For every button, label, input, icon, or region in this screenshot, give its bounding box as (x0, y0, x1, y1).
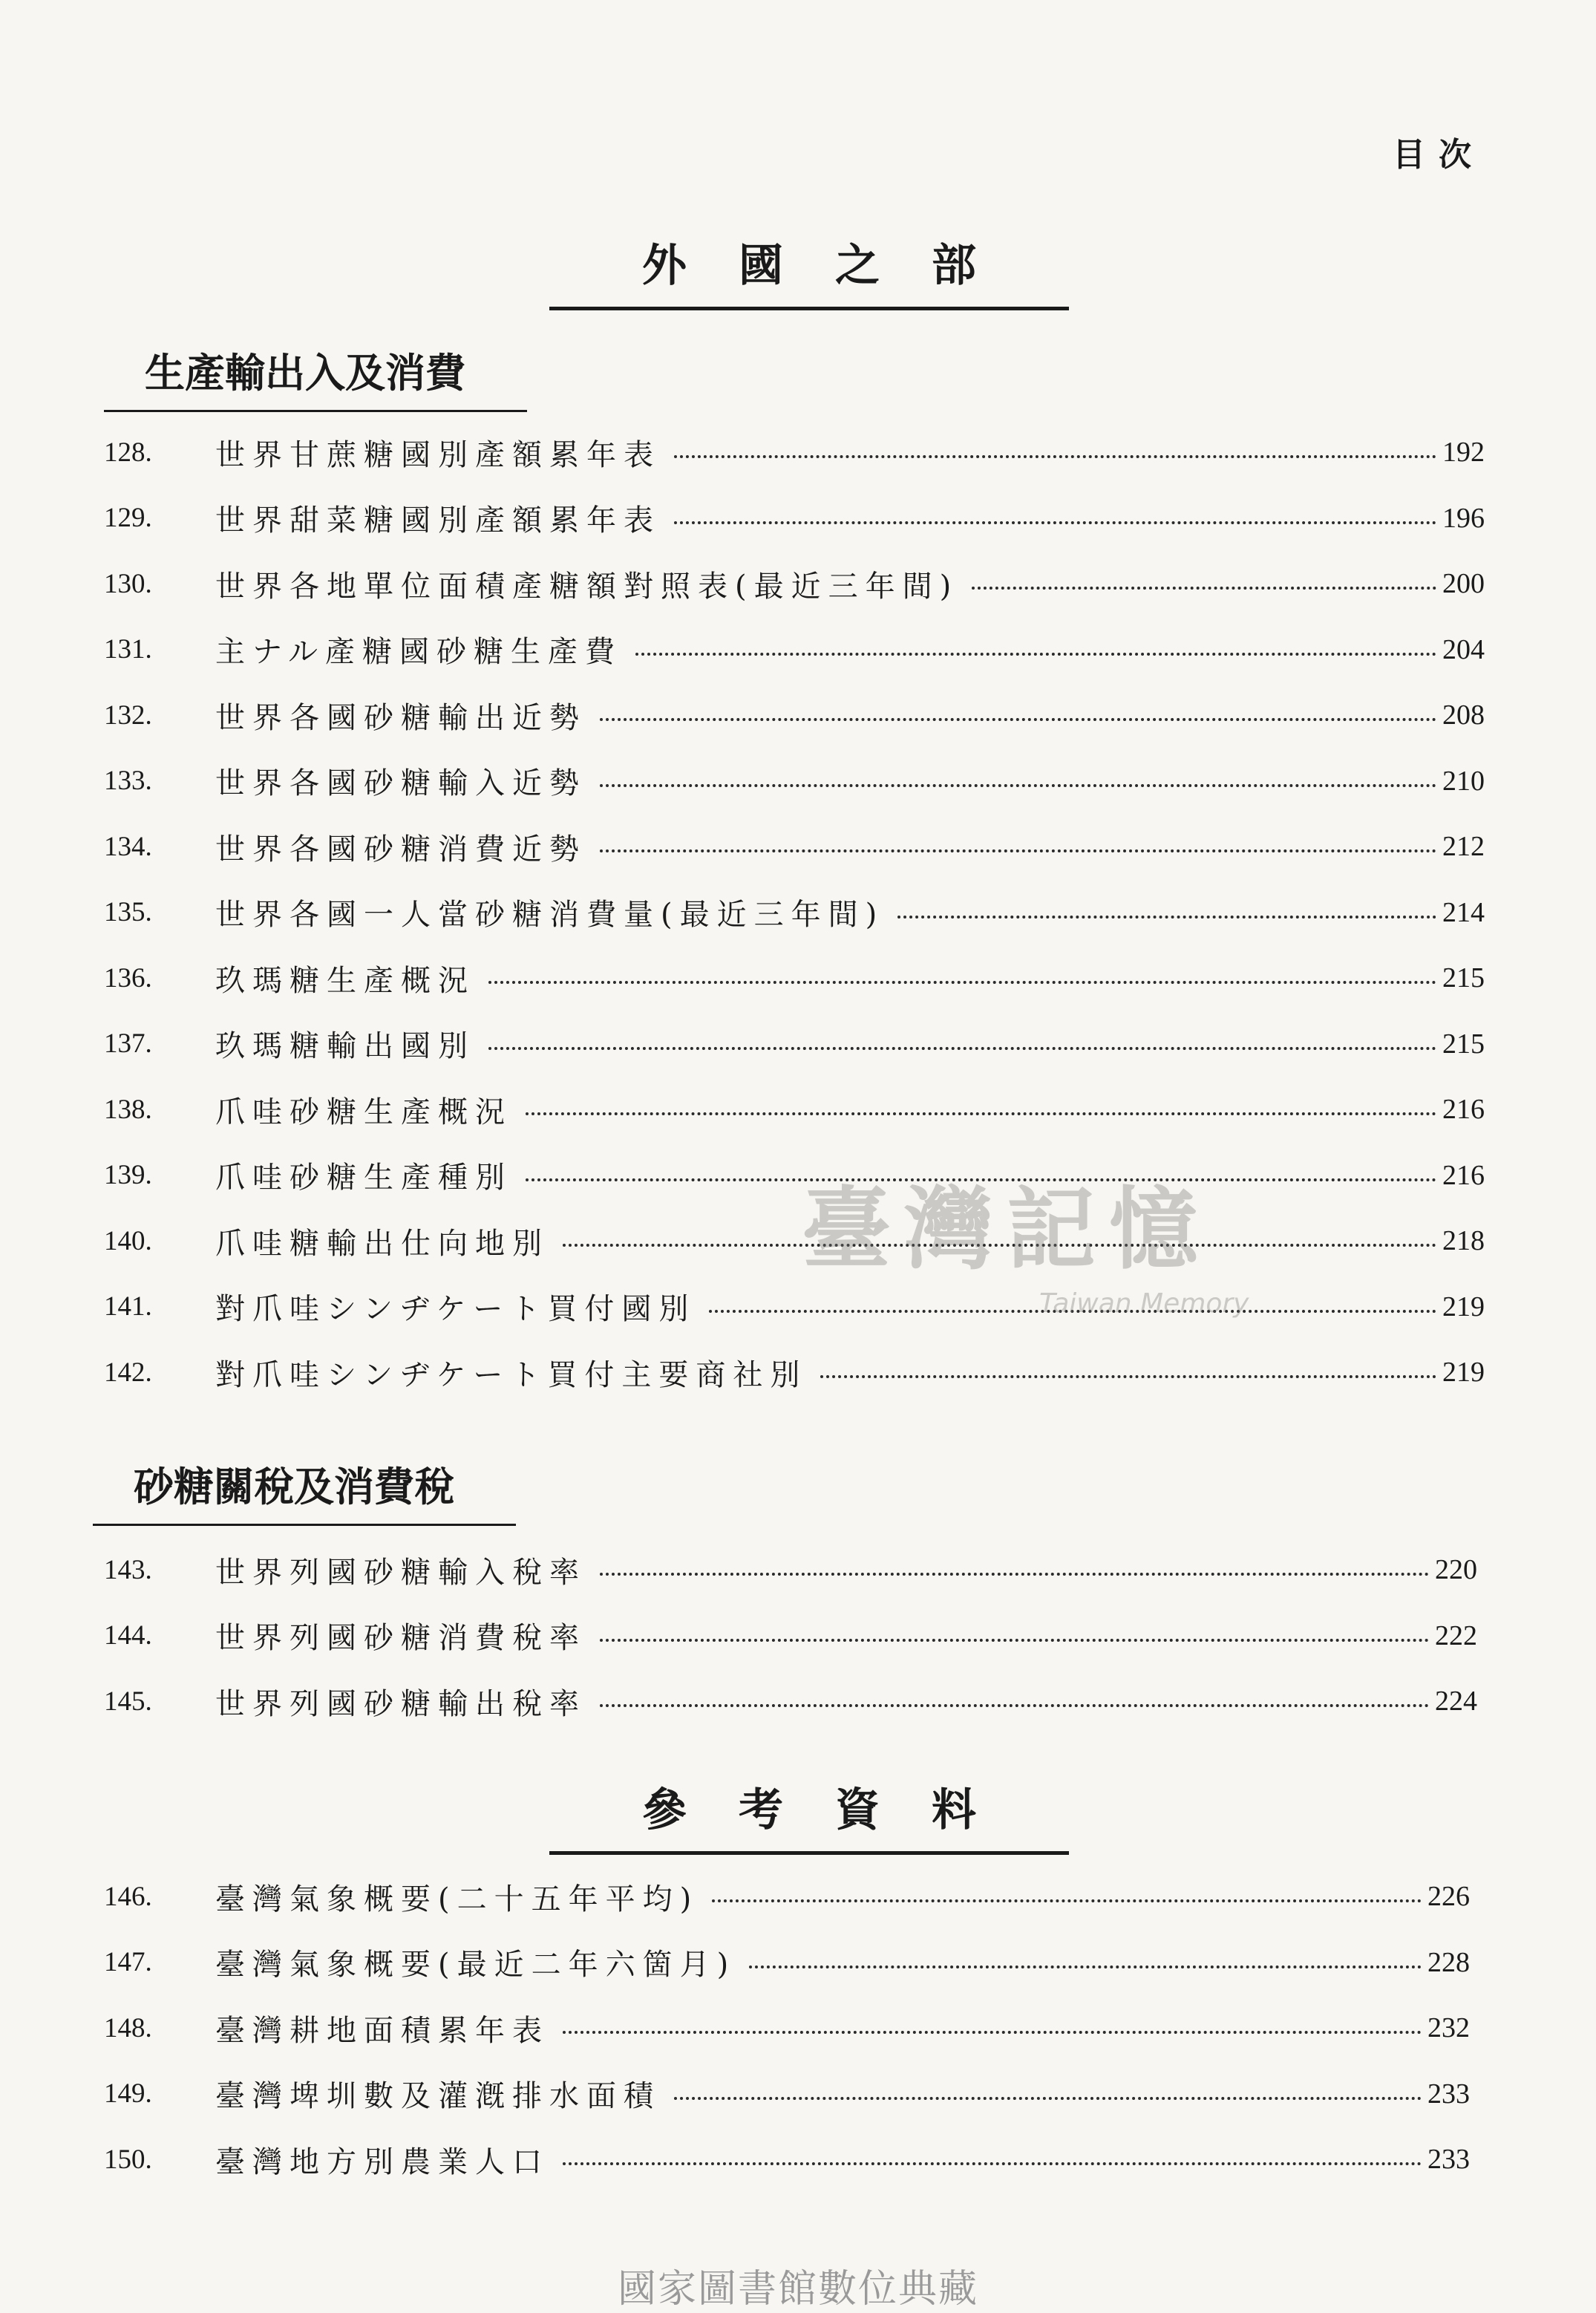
toc-entry-page: 192 (1442, 437, 1485, 469)
footer-archive-mark: 國家圖書館數位典藏 (617, 2267, 978, 2312)
watermark-sub-text: Taiwan Memory (1039, 1288, 1249, 1319)
toc-entry-title: 臺灣氣象概要(最近二年六箇月) (215, 1948, 736, 1983)
toc-entry-number: 140. (104, 1225, 152, 1256)
toc-entry[interactable] (104, 1668, 1477, 1735)
toc-entry-number: 133. (104, 766, 152, 797)
toc-entry-title: 臺灣埤圳數及灌漑排水面積 (215, 2079, 661, 2114)
toc-list-production (104, 420, 1485, 1406)
toc-entry-number: 144. (104, 1620, 152, 1651)
toc-leader-dots (972, 587, 1436, 590)
toc-entry-page: 212 (1442, 831, 1485, 863)
toc-entry-title: 對爪哇シンヂケート買付主要商社別 (215, 1357, 808, 1392)
toc-entry[interactable] (104, 1995, 1470, 2061)
toc-entry[interactable] (104, 2061, 1470, 2127)
toc-entry[interactable] (104, 880, 1485, 946)
toc-entry-title: 世界各國一人當砂糖消費量(最近三年間) (215, 898, 885, 933)
toc-leader-dots (712, 1899, 1422, 1902)
toc-leader-dots (674, 521, 1436, 524)
toc-entry-page: 224 (1435, 1686, 1477, 1717)
toc-entry-page: 210 (1442, 765, 1485, 797)
toc-entry[interactable] (104, 420, 1485, 486)
toc-entry-number: 135. (104, 897, 152, 928)
toc-leader-dots (709, 1310, 1436, 1313)
section-heading-foreign: 外國之部 (549, 230, 1069, 294)
toc-entry-title: 對爪哇シンヂケート買付國別 (215, 1292, 696, 1327)
toc-entry-page: 200 (1442, 568, 1485, 600)
toc-entry-number: 143. (104, 1554, 152, 1585)
running-head: 目次 (1393, 136, 1485, 174)
subsection-heading-production: 生產輸出入及消費 (104, 342, 527, 399)
toc-entry-number: 128. (104, 437, 152, 468)
toc-entry-page: 204 (1442, 633, 1485, 665)
toc-entry-number: 147. (104, 1947, 152, 1978)
toc-leader-dots (488, 1047, 1436, 1050)
toc-entry[interactable] (104, 1274, 1485, 1340)
toc-entry-page: 228 (1427, 1946, 1470, 1978)
toc-entry-title: 臺灣地方別農業人口 (215, 2144, 549, 2179)
watermark-main-text: 臺灣記憶 (802, 1177, 1211, 1282)
toc-entry-number: 130. (104, 568, 152, 599)
toc-entry-number: 139. (104, 1160, 152, 1191)
toc-entry-page: 226 (1427, 1881, 1470, 1913)
toc-entry-page: 196 (1442, 502, 1485, 534)
toc-entry-number: 137. (104, 1028, 152, 1060)
toc-leader-dots (488, 981, 1436, 984)
toc-entry-title: 世界各國砂糖輸出近勢 (215, 700, 586, 735)
toc-entry-number: 145. (104, 1686, 152, 1717)
toc-leader-dots (820, 1375, 1436, 1378)
toc-entry-number: 131. (104, 634, 152, 665)
toc-entry[interactable] (104, 1340, 1485, 1406)
toc-leader-dots (600, 1639, 1429, 1642)
toc-entry-title: 爪哇糖輸出仕向地別 (215, 1226, 549, 1261)
toc-entry-title: 世界各國砂糖消費近勢 (215, 832, 586, 867)
toc-leader-dots (897, 916, 1436, 919)
toc-leader-dots (563, 2031, 1422, 2034)
toc-entry[interactable] (104, 1143, 1485, 1209)
toc-entry-page: 216 (1442, 1159, 1485, 1191)
toc-entry-title: 世界列國砂糖輸入稅率 (215, 1555, 586, 1590)
toc-entry[interactable] (104, 748, 1485, 815)
toc-entry-page: 232 (1427, 2012, 1470, 2044)
toc-entry-number: 142. (104, 1357, 152, 1388)
subsection-heading-tariff: 砂糖關稅及消費稅 (93, 1455, 516, 1513)
toc-leader-dots (563, 1244, 1436, 1247)
toc-entry-number: 134. (104, 831, 152, 862)
toc-entry-title: 世界列國砂糖消費稅率 (215, 1621, 586, 1656)
toc-entry-title: 主ナル產糖國砂糖生產費 (215, 635, 622, 670)
toc-leader-dots (600, 849, 1436, 852)
toc-leader-dots (674, 2097, 1422, 2100)
toc-entry-number: 141. (104, 1291, 152, 1322)
toc-entry-title: 世界甜菜糖國別產額累年表 (215, 503, 661, 538)
toc-leader-dots (563, 2162, 1422, 2165)
toc-leader-dots (749, 1965, 1422, 1968)
toc-entry-page: 216 (1442, 1094, 1485, 1126)
toc-entry[interactable] (104, 2127, 1470, 2193)
toc-list-reference (104, 1864, 1470, 2193)
toc-entry[interactable] (104, 1930, 1470, 1996)
toc-entry-title: 爪哇砂糖生產概況 (215, 1094, 512, 1129)
toc-entry[interactable] (104, 551, 1485, 617)
toc-entry-page: 215 (1442, 962, 1485, 994)
toc-entry-title: 爪哇砂糖生產種別 (215, 1161, 512, 1195)
toc-entry-number: 136. (104, 962, 152, 994)
toc-entry[interactable] (104, 814, 1485, 880)
toc-leader-dots (600, 1573, 1429, 1576)
toc-entry-number: 138. (104, 1094, 152, 1125)
toc-entry-number: 150. (104, 2144, 152, 2175)
section-heading-reference: 參考資料 (549, 1775, 1069, 1839)
toc-leader-dots (600, 718, 1436, 721)
toc-entry-page: 215 (1442, 1028, 1485, 1060)
toc-entry[interactable] (104, 1603, 1477, 1669)
toc-entry-number: 129. (104, 503, 152, 534)
toc-entry[interactable] (104, 1011, 1485, 1077)
toc-entry-page: 233 (1427, 2144, 1470, 2176)
toc-entry-page: 214 (1442, 896, 1485, 928)
toc-leader-dots (635, 653, 1436, 656)
toc-entry[interactable] (104, 682, 1485, 748)
toc-entry-title: 臺灣耕地面積累年表 (215, 2013, 549, 2048)
toc-entry-number: 149. (104, 2078, 152, 2110)
toc-entry-page: 222 (1435, 1619, 1477, 1651)
toc-entry[interactable] (104, 1864, 1470, 1930)
toc-entry[interactable] (104, 486, 1485, 552)
toc-leader-dots (600, 784, 1436, 787)
toc-leader-dots (600, 1704, 1429, 1707)
toc-entry-title: 世界甘蔗糖國別產額累年表 (215, 437, 661, 472)
toc-entry[interactable] (104, 1077, 1485, 1143)
toc-entry-title: 玖瑪糖生產概況 (215, 963, 475, 998)
toc-entry-page: 218 (1442, 1225, 1485, 1257)
toc-entry-title: 世界各地單位面積產糖額對照表(最近三年間) (215, 569, 959, 604)
toc-leader-dots (674, 455, 1436, 458)
toc-entry-page: 233 (1427, 2078, 1470, 2110)
toc-entry-page: 219 (1442, 1291, 1485, 1322)
toc-entry-title: 玖瑪糖輸出國別 (215, 1029, 475, 1064)
toc-entry-title: 臺灣氣象概要(二十五年平均) (215, 1882, 699, 1916)
toc-entry-page: 219 (1442, 1357, 1485, 1389)
toc-entry-page: 220 (1435, 1554, 1477, 1586)
toc-entry-number: 132. (104, 699, 152, 731)
toc-entry-number: 148. (104, 2012, 152, 2043)
toc-leader-dots (526, 1178, 1436, 1181)
toc-entry[interactable] (104, 1537, 1477, 1603)
toc-leader-dots (526, 1112, 1436, 1115)
toc-entry-page: 208 (1442, 699, 1485, 731)
toc-entry[interactable] (104, 1208, 1485, 1274)
toc-entry[interactable] (104, 945, 1485, 1011)
toc-entry-title: 世界列國砂糖輸出稅率 (215, 1686, 586, 1721)
toc-list-tariff (104, 1537, 1477, 1735)
toc-entry[interactable] (104, 617, 1485, 683)
toc-entry-number: 146. (104, 1881, 152, 1912)
toc-entry-title: 世界各國砂糖輸入近勢 (215, 766, 586, 801)
